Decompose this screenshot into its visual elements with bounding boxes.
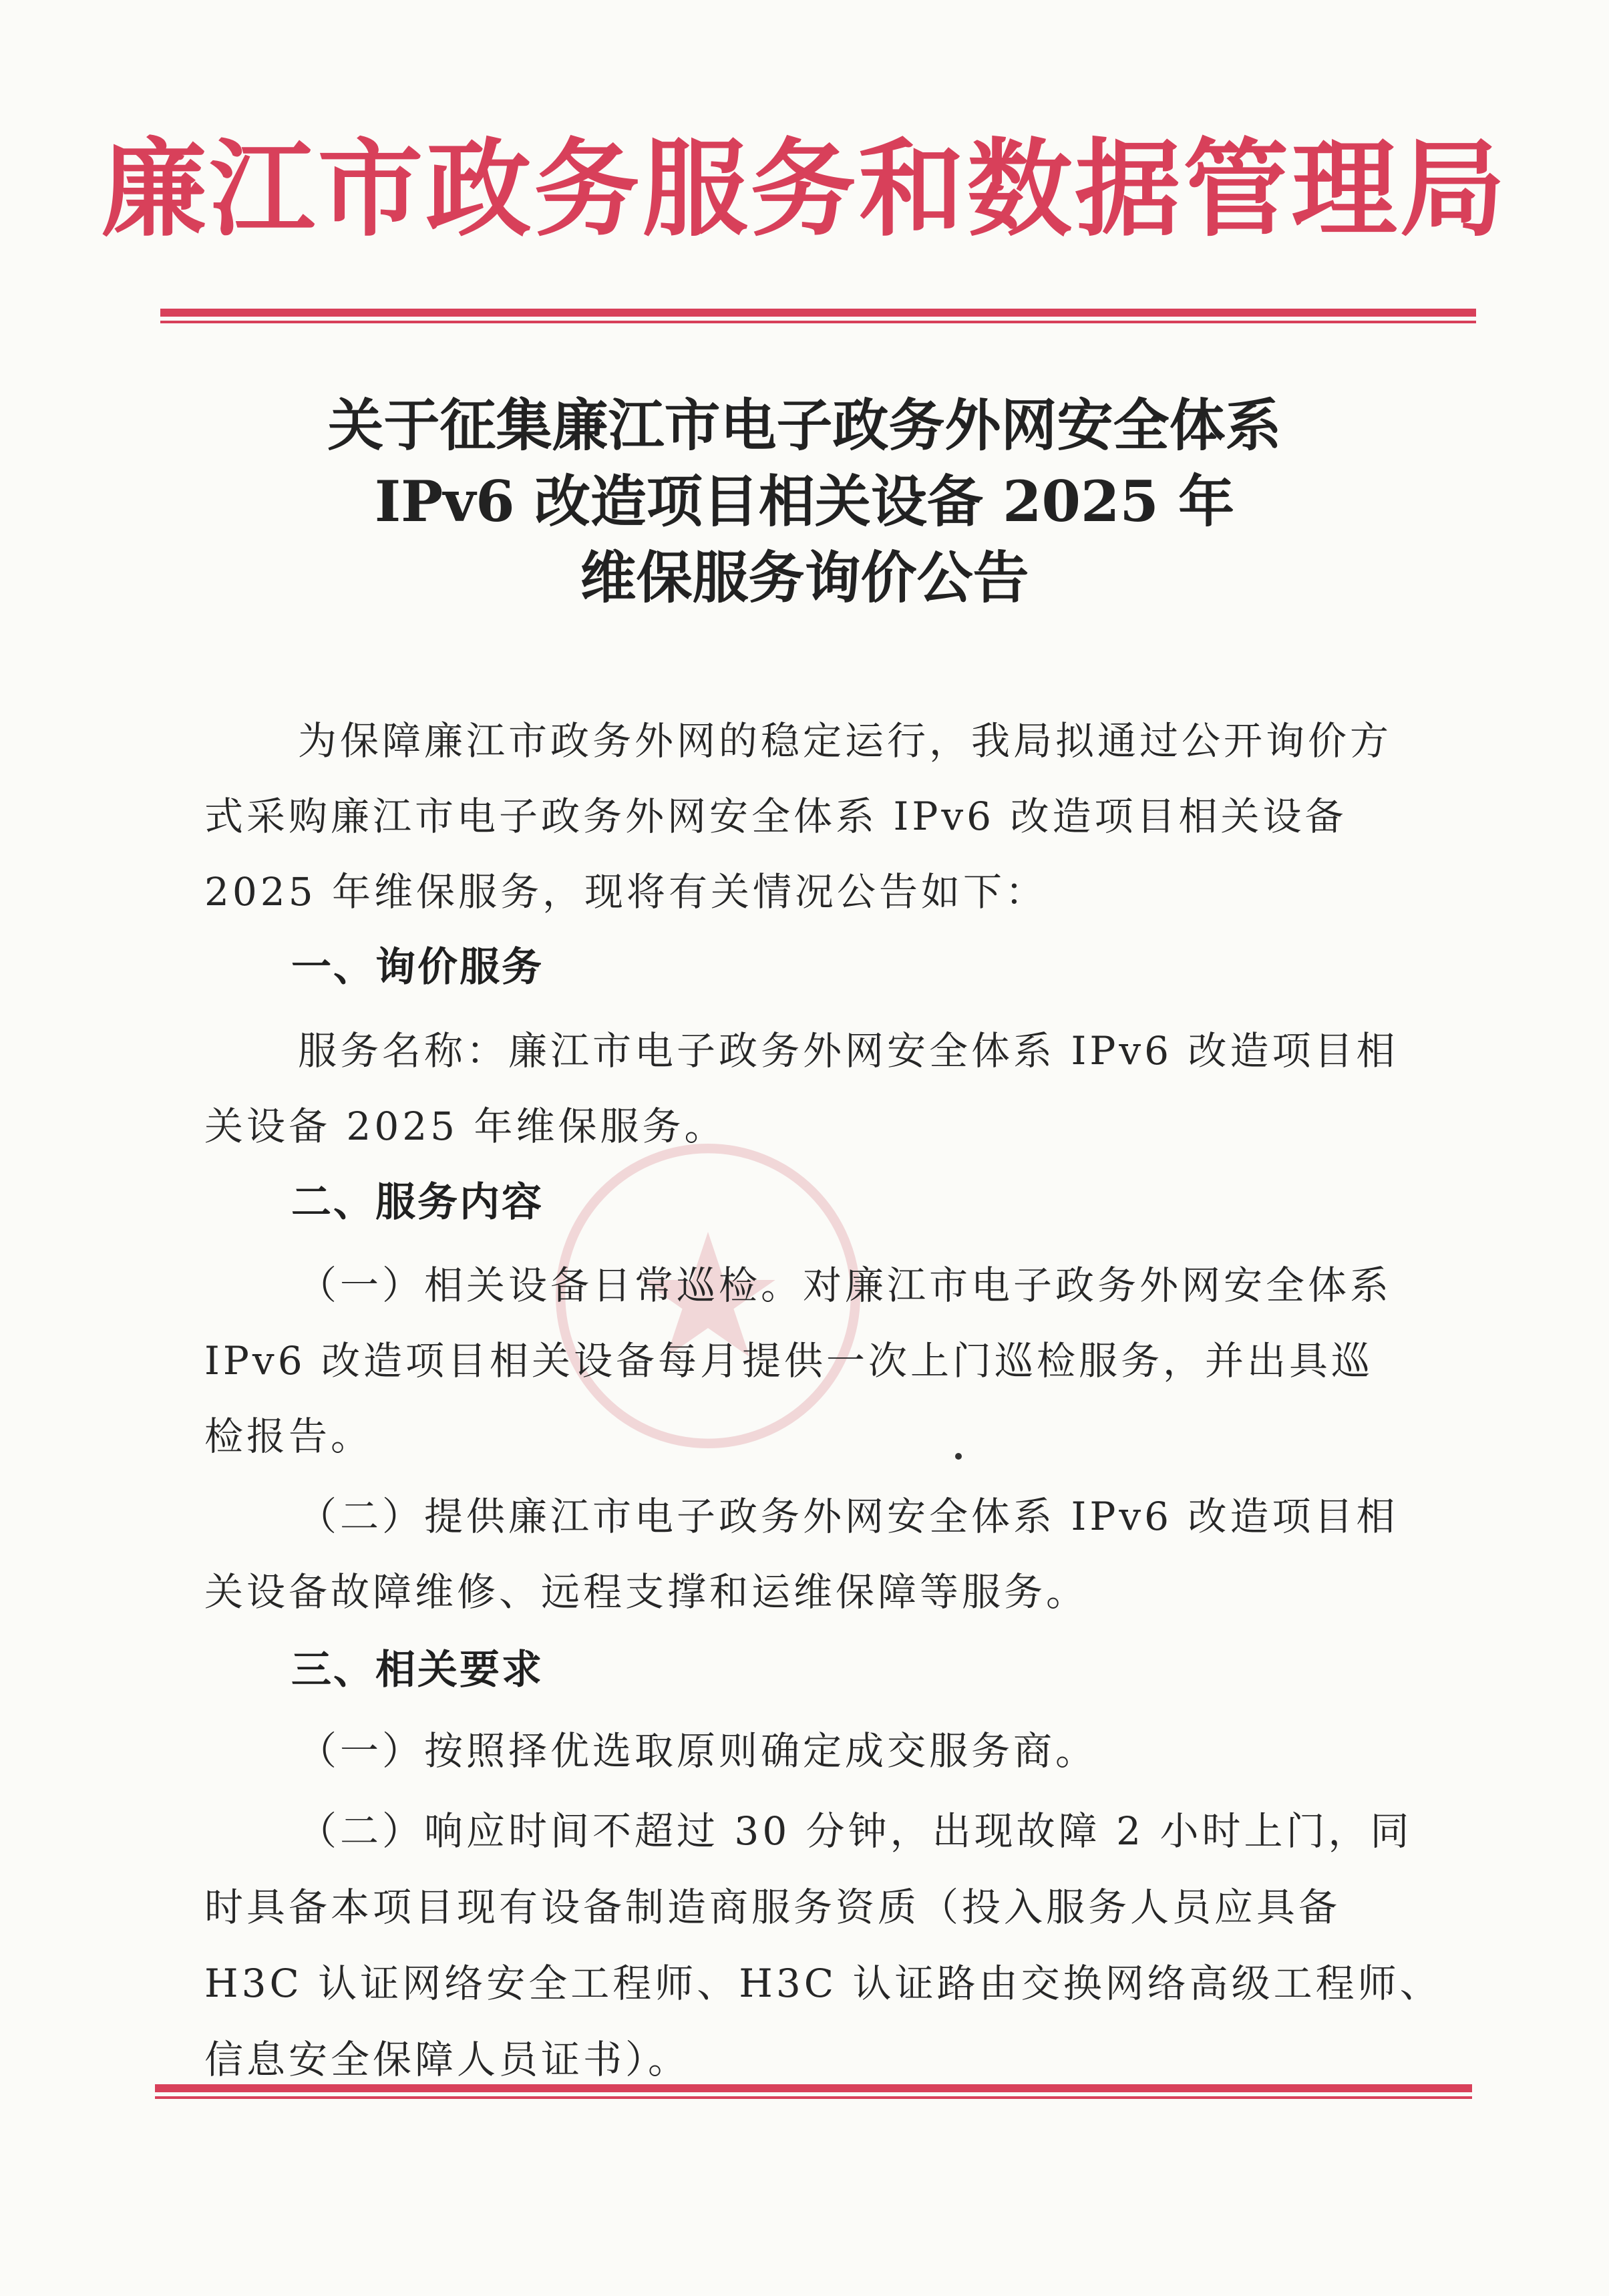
section-3-heading: 三、相关要求	[291, 1647, 544, 1693]
title-line-1: 关于征集廉江市电子政务外网安全体系	[327, 392, 1282, 458]
section-2-item-2-line-1: （二）提供廉江市电子政务外网安全体系 IPv6 改造项目相	[298, 1494, 1399, 1539]
section-2-item-1-line-1: （一）相关设备日常巡检。对廉江市电子政务外网安全体系	[298, 1263, 1393, 1308]
section-3-item-1-line-1: （一）按照择优选取原则确定成交服务商。	[298, 1728, 1098, 1774]
letterhead-title: 廉江市政务服务和数据管理局	[101, 128, 1508, 251]
footer-red-rule	[155, 2084, 1472, 2099]
section-2-item-1-line-3: 检报告。	[204, 1414, 373, 1459]
section-3-item-2-line-4: 信息安全保障人员证书）。	[204, 2037, 691, 2082]
section-2-item-2-line-2: 关设备故障维修、远程支撑和运维保障等服务。	[204, 1569, 1089, 1615]
title-line-2: IPv6 改造项目相关设备 2025 年	[374, 468, 1235, 534]
section-3-item-2-line-2: 时具备本项目现有设备制造商服务资质（投入服务人员应具备	[204, 1884, 1341, 1930]
section-2-item-1-line-2: IPv6 改造项目相关设备每月提供一次上门巡检服务，并出具巡	[204, 1338, 1374, 1383]
intro-line-1: 为保障廉江市政务外网的稳定运行，我局拟通过公开询价方	[298, 718, 1393, 764]
letterhead-red-rule	[160, 309, 1476, 323]
section-3-item-2-line-3: H3C 认证网络安全工程师、H3C 认证路由交换网络高级工程师、	[204, 1961, 1442, 2006]
intro-line-2: 式采购廉江市电子政务外网安全体系 IPv6 改造项目相关设备	[204, 794, 1347, 839]
section-1-line-2: 关设备 2025 年维保服务。	[204, 1104, 727, 1149]
title-line-3: 维保服务询价公告	[580, 544, 1029, 611]
scan-speck	[955, 1453, 962, 1460]
section-1-line-1: 服务名称：廉江市电子政务外网安全体系 IPv6 改造项目相	[298, 1028, 1399, 1074]
section-3-item-2-line-1: （二）响应时间不超过 30 分钟，出现故障 2 小时上门，同	[298, 1808, 1413, 1854]
intro-line-3: 2025 年维保服务，现将有关情况公告如下：	[204, 869, 1048, 915]
section-2-heading: 二、服务内容	[291, 1179, 544, 1226]
notice-title	[0, 387, 1609, 616]
section-1-heading: 一、询价服务	[291, 944, 544, 991]
